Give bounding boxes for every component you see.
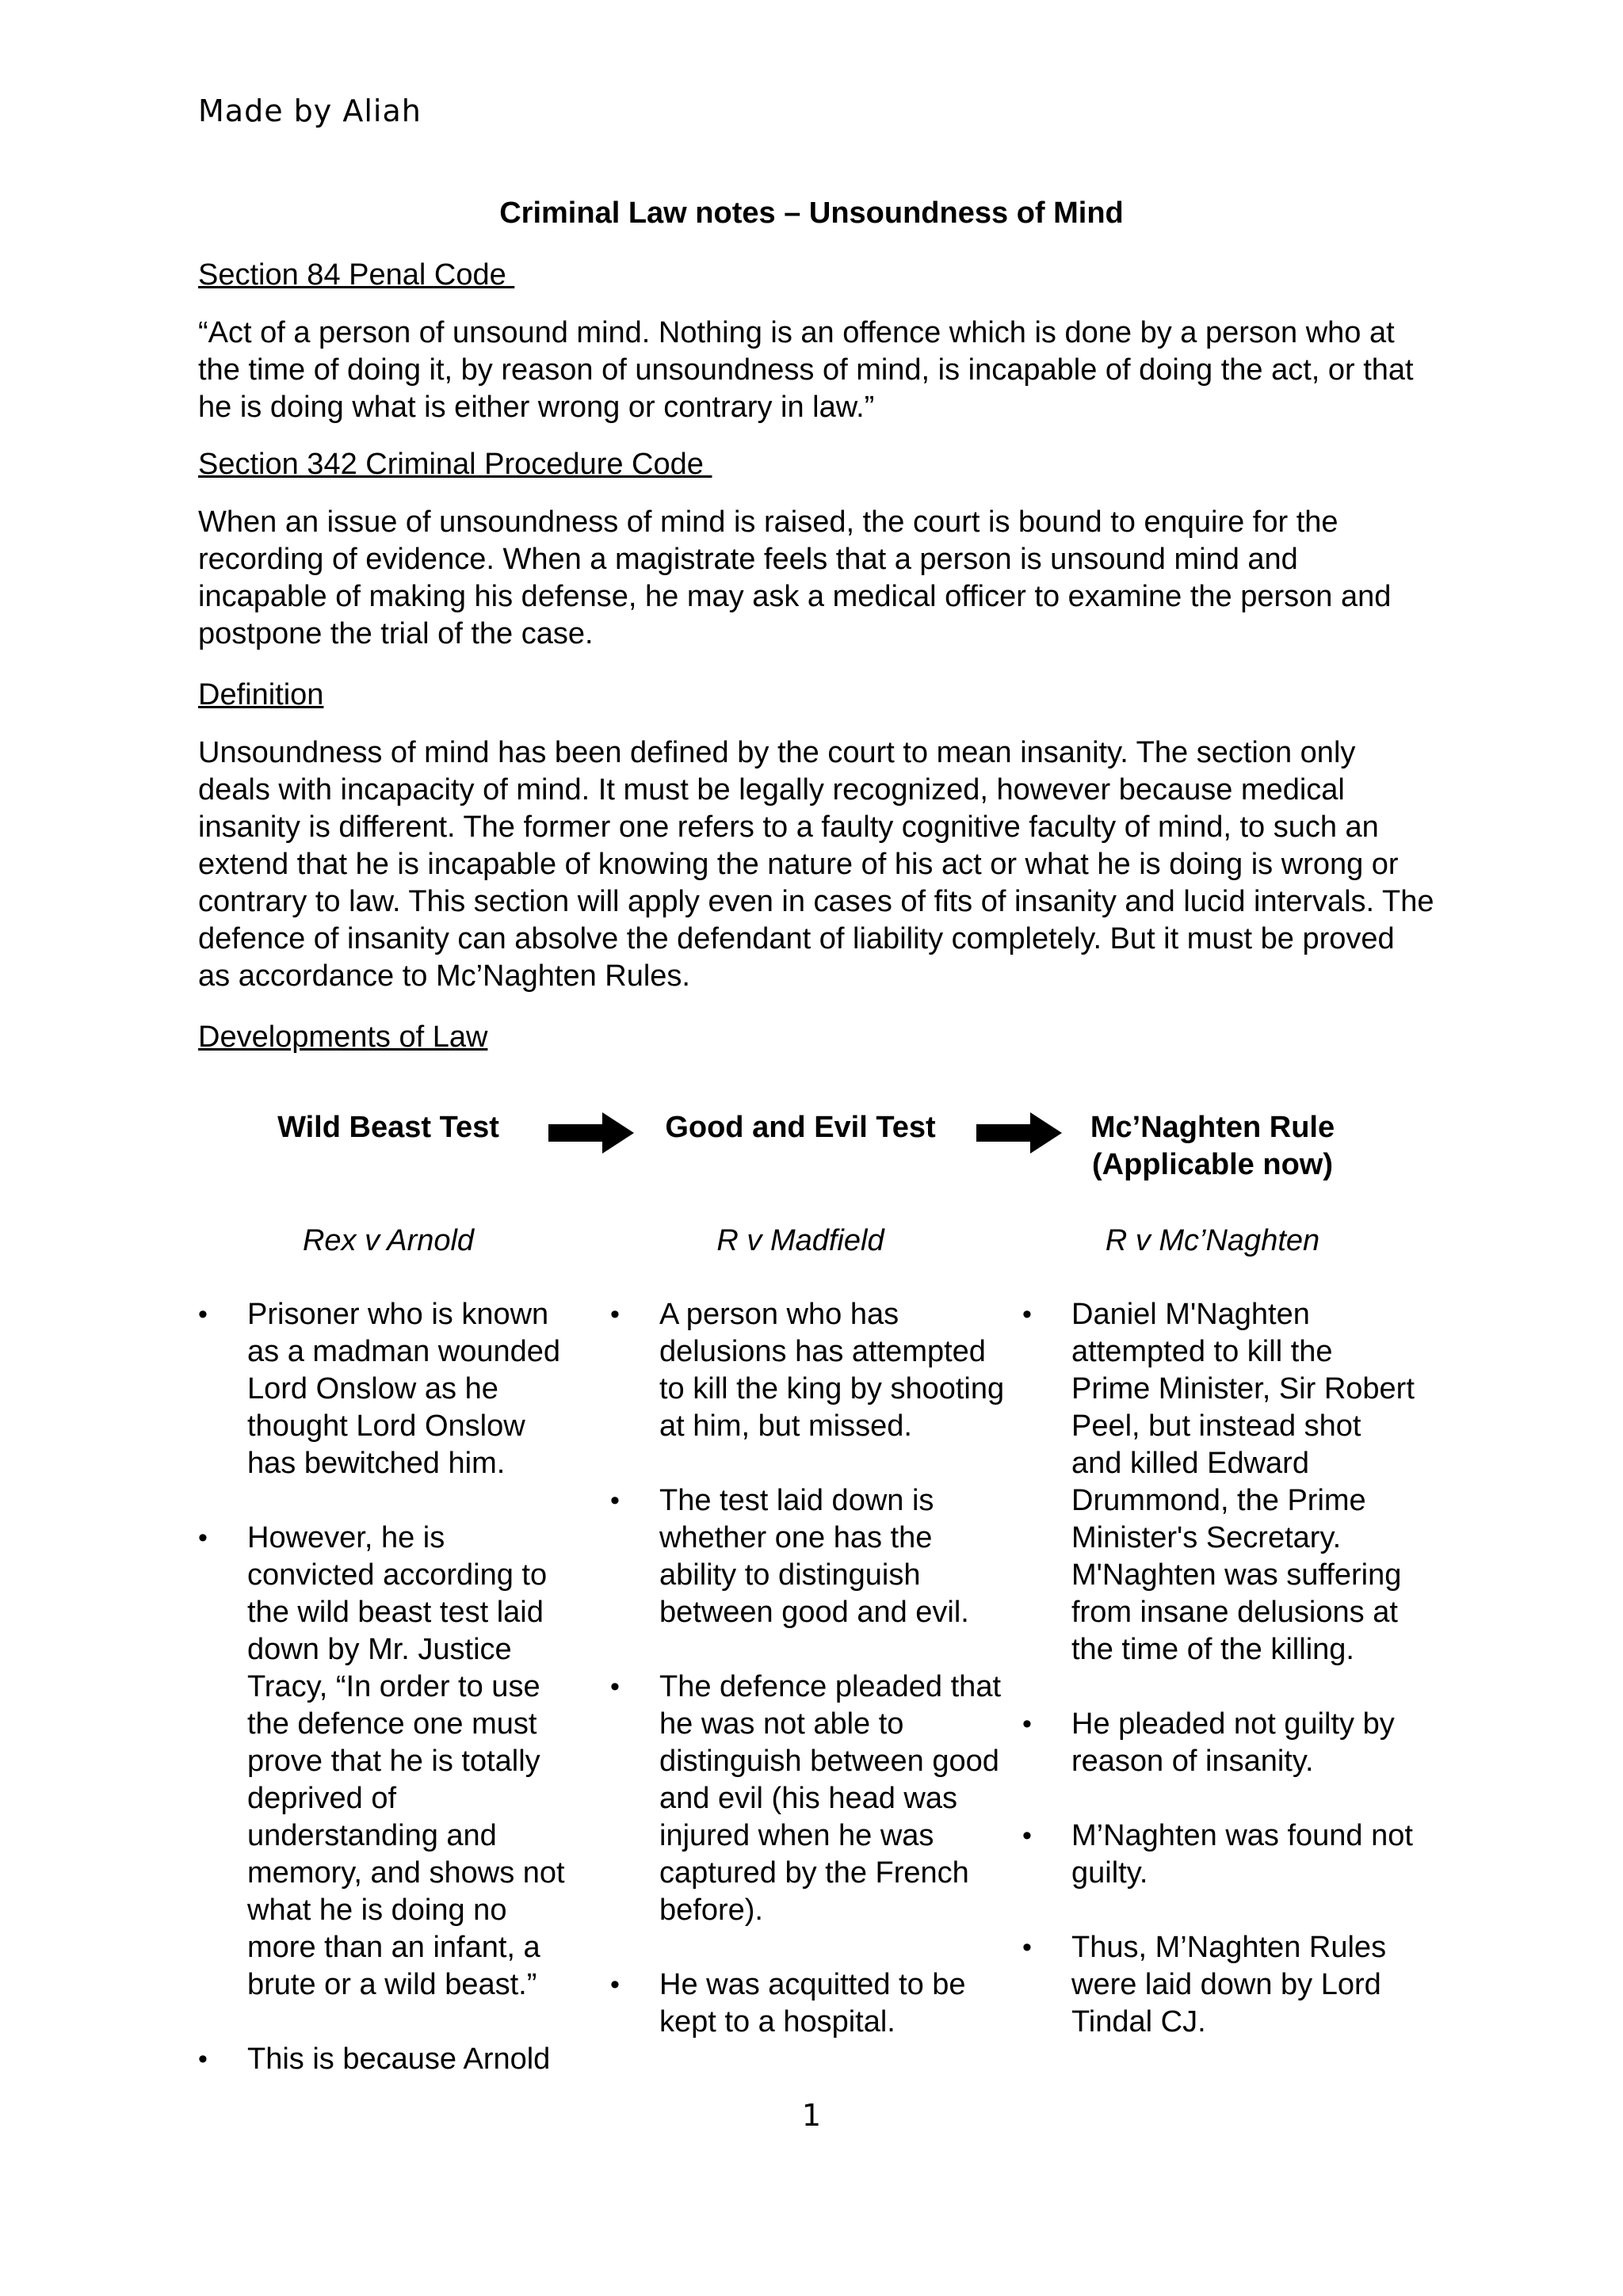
list-item bbox=[198, 1296, 571, 1482]
section-84-heading: Section 84 Penal Code bbox=[198, 258, 515, 292]
good-and-evil-test-heading: Good and Evil Test bbox=[665, 1111, 936, 1144]
arrow-right-icon bbox=[976, 1112, 1064, 1154]
bullet-text: However, he is convicted according to the wild beast test laid down by Mr. Justice Tracy, “In order to use the defence one must prove that he is totally deprived of understanding and memory, and shows not what he is doing no more than an infant, a brute or a wild beast.” bbox=[247, 1521, 565, 2001]
mcnaghten-rule-title: Mc’Naghten Rule bbox=[1090, 1111, 1335, 1144]
document-title: Criminal Law notes – Unsoundness of Mind bbox=[499, 196, 1124, 230]
bullet-icon: • bbox=[610, 1299, 620, 1329]
bullet-text: Thus, M’Naghten Rules were laid down by Lord Tindal CJ. bbox=[1071, 1931, 1387, 2039]
list-item bbox=[610, 1966, 1006, 2041]
bullet-icon: • bbox=[1022, 1821, 1032, 1851]
case-r-v-madfield: R v Madfield bbox=[716, 1224, 884, 1257]
list-item bbox=[198, 1520, 571, 2004]
bullet-icon: • bbox=[198, 1523, 208, 1553]
definition-heading: Definition bbox=[198, 678, 324, 711]
bullet-text: A person who has delusions has attempted to kill the king by shooting at him, but missed. bbox=[659, 1298, 1005, 1443]
bullet-icon: • bbox=[610, 1970, 620, 2000]
bullet-text: The test laid down is whether one has the ability to distinguish between good and evil. bbox=[659, 1484, 969, 1629]
bullet-text: He was acquitted to be kept to a hospital. bbox=[659, 1968, 966, 2039]
bullet-text: The defence pleaded that he was not able to distinguish between good and evil (his head was injured when he was captured by the French before). bbox=[659, 1670, 1002, 1927]
list-item bbox=[1022, 1929, 1419, 2041]
mcnaghten-rule-heading bbox=[1062, 1109, 1363, 1184]
wild-beast-test-heading: Wild Beast Test bbox=[277, 1111, 499, 1144]
case-r-v-mcnaghten: R v Mc’Naghten bbox=[1105, 1224, 1320, 1257]
section-342-text: When an issue of unsoundness of mind is raised, the court is bound to enquire for the recording of evidence. When a magistrate feels that a person is unsound mind and incapable of making his defense, he may ask a medical officer to examine the person and postpone the trial of the case. bbox=[198, 505, 1392, 650]
bullet-text: He pleaded not guilty by reason of insanity. bbox=[1071, 1707, 1395, 1778]
bullet-icon: • bbox=[610, 1672, 620, 1702]
bullet-icon: • bbox=[1022, 1709, 1032, 1739]
list-item bbox=[610, 1482, 1006, 1631]
list-item bbox=[198, 2041, 571, 2078]
page-number: 1 bbox=[801, 2098, 822, 2133]
bullet-icon: • bbox=[1022, 1299, 1032, 1329]
bullet-text: Daniel M'Naghten attempted to kill the Prime Minister, Sir Robert Peel, but instead shot and killed Edward Drummond, the Prime Minister's Secretary. M'Naghten was suffering from insane delusions at the time of the killing. bbox=[1071, 1298, 1415, 1666]
bullet-icon: • bbox=[610, 1486, 620, 1516]
list-item bbox=[1022, 1817, 1419, 1892]
bullet-icon: • bbox=[1022, 1932, 1032, 1962]
developments-heading: Developments of Law bbox=[198, 1020, 488, 1054]
bullet-text: Prisoner who is known as a madman wounded Lord Onslow as he thought Lord Onslow has bewitched him. bbox=[247, 1298, 561, 1480]
bullet-icon: • bbox=[198, 2044, 208, 2074]
list-item bbox=[1022, 1296, 1419, 1669]
good-and-evil-bullets bbox=[610, 1296, 1006, 2041]
list-item bbox=[1022, 1706, 1419, 1780]
mcnaghten-rule-subtitle: (Applicable now) bbox=[1092, 1148, 1333, 1181]
wild-beast-bullets bbox=[198, 1296, 571, 2078]
mcnaghten-bullets bbox=[1022, 1296, 1419, 2041]
section-84-text: “Act of a person of unsound mind. Nothing is an offence which is done by a person who at the time of doing it, by reason of unsoundness of mind, is incapable of doing the act, or that he is doing what is either wrong or contrary in law.” bbox=[198, 316, 1414, 424]
bullet-icon: • bbox=[198, 1299, 208, 1329]
bullet-text: This is because Arnold bbox=[247, 2042, 551, 2076]
list-item bbox=[610, 1296, 1006, 1445]
list-item bbox=[610, 1669, 1006, 1929]
case-rex-v-arnold: Rex v Arnold bbox=[302, 1224, 475, 1257]
header-note: Made by Aliah bbox=[198, 93, 422, 128]
section-342-heading: Section 342 Criminal Procedure Code bbox=[198, 448, 712, 481]
arrow-right-icon bbox=[548, 1112, 636, 1154]
bullet-text: M’Naghten was found not guilty. bbox=[1071, 1819, 1413, 1890]
definition-text: Unsoundness of mind has been defined by the court to mean insanity. The section only deals with incapacity of mind. It must be legally recognized, however because medical insanity is different. The former one refers to a faulty cognitive faculty of mind, to such an extend that he is incapable of knowing the nature of his act or what he is doing is wrong or contrary to law. This section will apply even in cases of fits of insanity and lucid intervals. The defence of insanity can absolve the defendant of liability completely. But it must be proved as accordance to Mc’Naghten Rules. bbox=[198, 736, 1434, 993]
